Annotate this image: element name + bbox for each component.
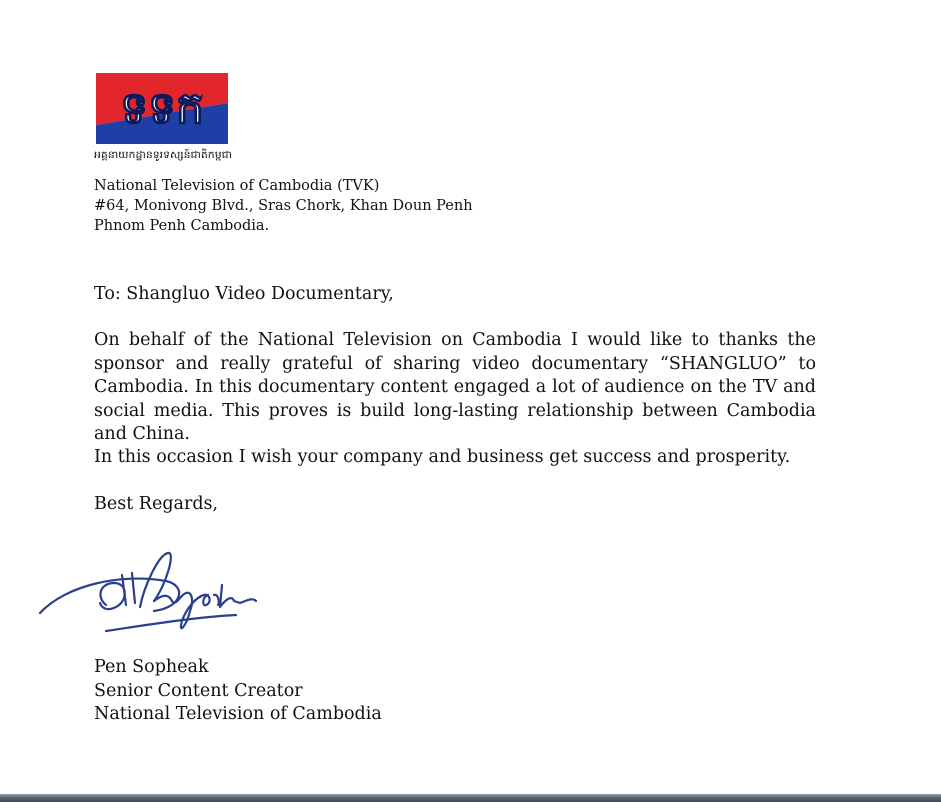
logo-text: ទទក: [120, 83, 204, 134]
signer-organization: National Television of Cambodia: [94, 704, 382, 724]
address-line-1: National Television of Cambodia (TVK): [94, 178, 380, 194]
logo-caption: [94, 146, 234, 160]
closing: Best Regards,: [94, 494, 219, 514]
signer-name: Pen Sopheak: [94, 657, 209, 677]
body-paragraph-1: On behalf of the National Television on Cambodia I would like to thanks the sponsor and really grateful of sharing video documentary “SHANGLUO” to Cambodia. In this documentary content engaged a lot of audience on the TV and social media. This proves is build long-lasting relationship between Cambodia and China.: [94, 330, 816, 444]
signature-block: [94, 656, 382, 727]
sender-address: [94, 176, 473, 236]
tvk-logo: [96, 73, 228, 144]
salutation: To: Shangluo Video Documentary,: [94, 284, 394, 304]
address-line-3: Phnom Penh Cambodia.: [94, 218, 270, 234]
logo-caption-text: អគ្គនាយកដ្ឋានទូរទស្សន៍ជាតិកម្ពុជា: [94, 150, 221, 161]
body-paragraph-2: In this occasion I wish your company and business get success and prosperity.: [94, 447, 791, 467]
window-bottom-edge: [0, 794, 941, 802]
signer-title: Senior Content Creator: [94, 680, 303, 701]
address-line-2: #64, Monivong Blvd., Sras Chork, Khan Doun Penh: [94, 198, 473, 214]
handwritten-signature: [36, 545, 268, 640]
